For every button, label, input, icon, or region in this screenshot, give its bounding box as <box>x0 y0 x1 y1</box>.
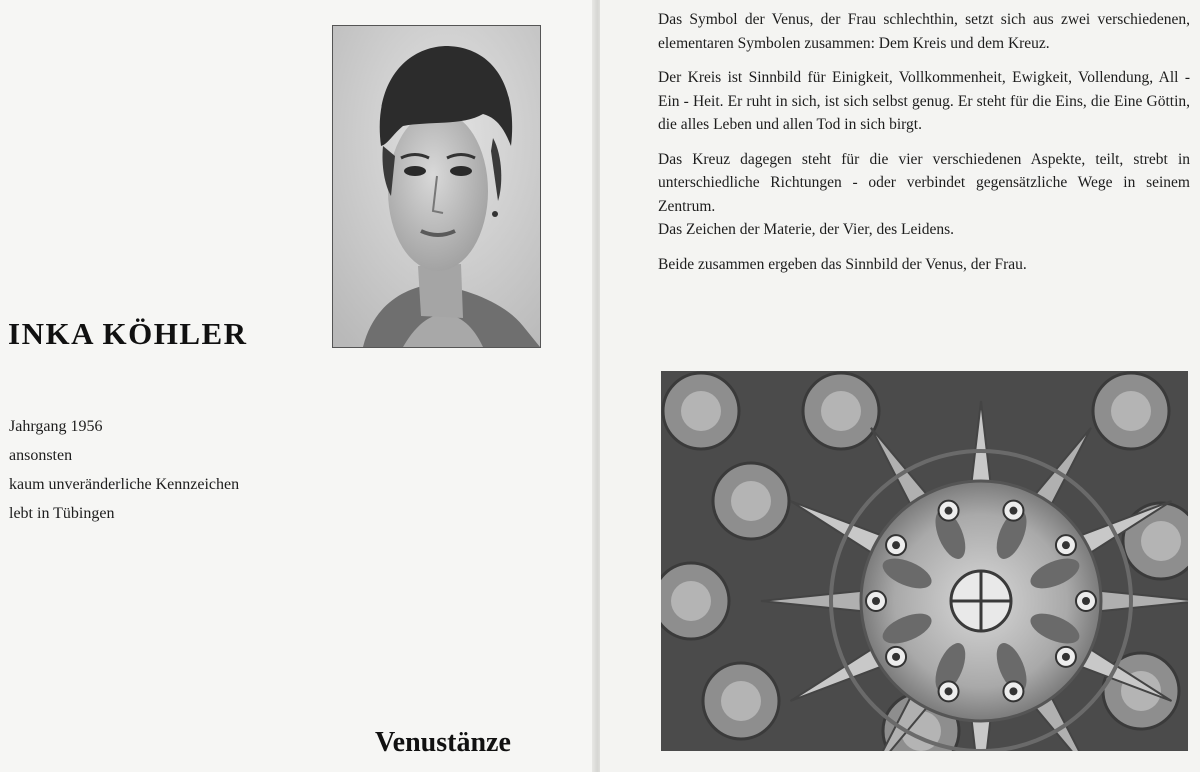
mandala-blob-inner <box>821 391 861 431</box>
author-portrait-photo <box>332 25 541 348</box>
bio-line: kaum unveränderliche Kennzeichen <box>9 476 240 493</box>
right-page <box>600 0 1200 772</box>
paragraph: Der Kreis ist Sinnbild für Einigkeit, Vollkommenheit, Ewigkeit, Vollendung, All - Ein - Heit. Er ruht in sich, ist sich selbst genug. Er steht für die Eins, die Eine Göttin, die alles Leben und allen Tod in sich birgt. <box>658 69 1190 133</box>
mandala-blob-inner <box>731 481 771 521</box>
paragraph: Beide zusammen ergeben das Sinnbild der Venus, der Frau. <box>658 255 1027 273</box>
mandala-dot-center <box>872 597 880 605</box>
bio-line: Jahrgang 1956 <box>9 418 103 435</box>
mandala-blob-inner <box>721 681 761 721</box>
mandala-painting <box>661 371 1188 751</box>
paragraph: Das Zeichen der Materie, der Vier, des Leidens. <box>658 221 954 238</box>
book-title: Venustänze <box>375 727 511 758</box>
bio-line: ansonsten <box>9 447 73 464</box>
mandala-dot-center <box>1082 597 1090 605</box>
left-page <box>0 0 596 772</box>
mandala-dot-center <box>1062 653 1070 661</box>
mandala-blob-inner <box>681 391 721 431</box>
mandala-dot-center <box>1009 507 1017 515</box>
mandala-blob-inner <box>1141 521 1181 561</box>
venus-symbol-text <box>658 8 1190 287</box>
paragraph: Das Symbol der Venus, der Frau schlechthin, setzt sich aus zwei verschiedenen, elementaren Symbolen zusammen: Dem Kreis und dem Kreuz. <box>658 11 1190 52</box>
mandala-dot-center <box>1009 687 1017 695</box>
mandala-dot-center <box>892 541 900 549</box>
mandala-dot-center <box>945 507 953 515</box>
paragraph: Das Kreuz dagegen steht für die vier verschiedenen Aspekte, teilt, strebt in unterschiedliche Richtungen - oder verbindet gegensätzliche Wege in seinem Zentrum. <box>658 150 1190 215</box>
mandala-dot-center <box>892 653 900 661</box>
mandala-blob-inner <box>1111 391 1151 431</box>
author-bio <box>9 412 239 528</box>
author-name: INKA KÖHLER <box>8 316 248 351</box>
mandala-dot-center <box>945 687 953 695</box>
bio-line: lebt in Tübingen <box>9 505 115 522</box>
mandala-blob-inner <box>671 581 711 621</box>
mandala-dot-center <box>1062 541 1070 549</box>
